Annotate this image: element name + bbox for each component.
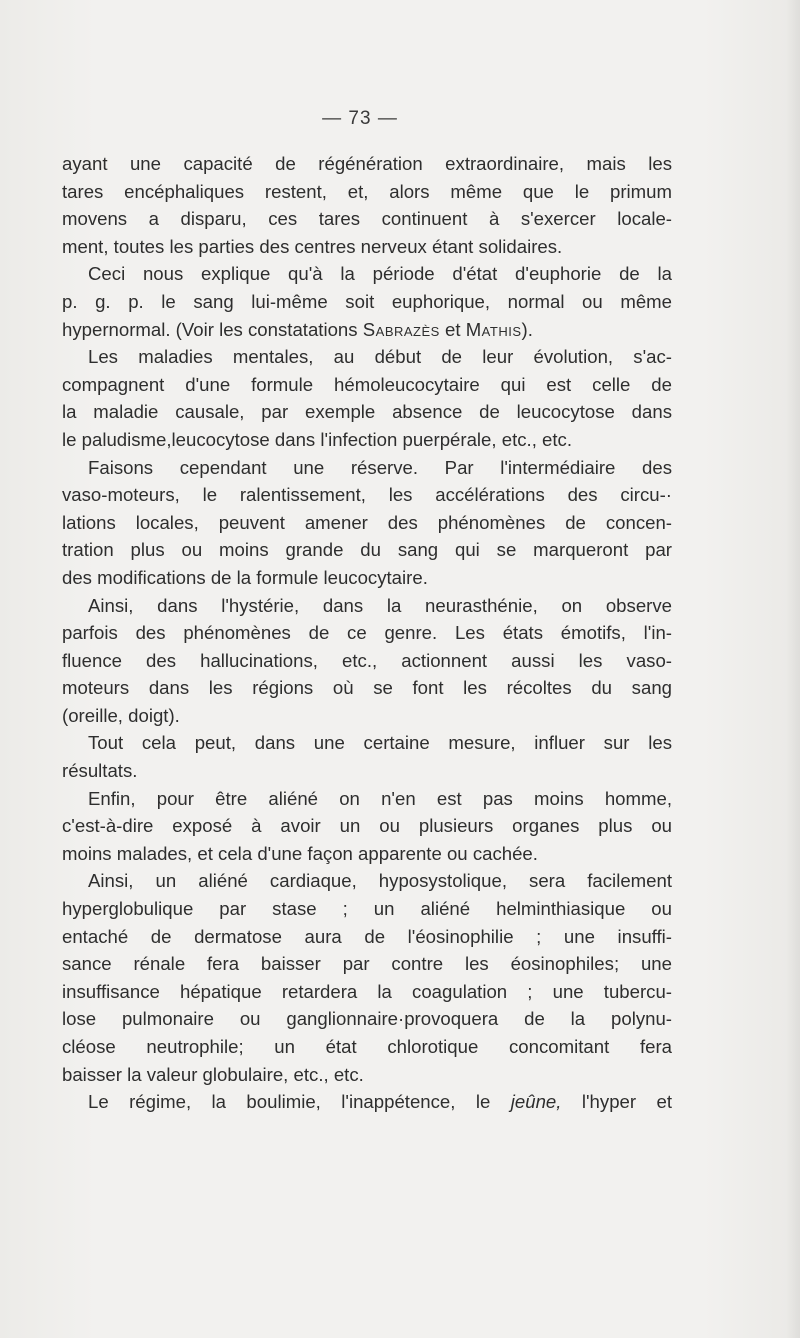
text-line: Ainsi, un aliéné cardiaque, hyposystolique, sera facilement [88, 870, 672, 892]
text-fragment: ). [521, 318, 533, 340]
text-line: ayant une capacité de régénération extraordinaire, mais les [62, 153, 672, 174]
text-line: Ceci nous explique qu'à la période d'état d'euphorie de la [88, 263, 672, 285]
text-fragment: Le régime, la boulimie, l'inappétence, le [88, 1091, 511, 1113]
author-name-mathis: Mathis [465, 318, 522, 340]
text-line [62, 1088, 672, 1116]
text-line: cléose neutrophile; un état chlorotique concomitant fera [62, 1036, 672, 1057]
text-line: Faisons cependant une réserve. Par l'intermédiaire des [88, 456, 672, 478]
text-line: compagnent d'une formule hémoleucocytaire qui est celle de [62, 373, 672, 395]
text-line: vaso-moteurs, le ralentissement, les accélérations des circu-· [62, 484, 672, 506]
page-edge-shadow [786, 0, 800, 1338]
body-text [62, 150, 672, 1116]
text-line: le paludisme,leucocytose dans l'infection puerpérale, etc., etc. [62, 428, 573, 450]
italic-word: jeûne, [510, 1091, 562, 1113]
page-number: — 73 — [322, 108, 398, 129]
text-line: tration plus ou moins grande du sang qui se marqueront par [62, 539, 672, 561]
text-line: entaché de dermatose aura de l'éosinophilie ; une insuffi- [62, 925, 672, 947]
text-line [62, 316, 672, 344]
text-fragment: et [439, 318, 466, 340]
text-line: tares encéphaliques restent, et, alors même que le primum [62, 180, 672, 202]
text-line: Les maladies mentales, au début de leur évolution, s'ac- [88, 346, 672, 368]
text-line: ment, toutes les parties des centres nerveux étant solidaires. [62, 235, 563, 257]
text-line: Tout cela peut, dans une certaine mesure, influer sur les [88, 732, 672, 754]
text-line: c'est-à-dire exposé à avoir un ou plusieurs organes plus ou [62, 815, 672, 837]
text-line: lose pulmonaire ou ganglionnaire·provoquera de la polynu- [62, 1008, 672, 1030]
text-line: parfois des phénomènes de ce genre. Les états émotifs, l'in- [62, 622, 672, 644]
text-line: moins malades, et cela d'une façon apparente ou cachée. [62, 842, 538, 864]
text-line: baisser la valeur globulaire, etc., etc. [62, 1063, 364, 1085]
text-line: la maladie causale, par exemple absence de leucocytose dans [62, 401, 672, 423]
text-line: Ainsi, dans l'hystérie, dans la neurasthénie, on observe [88, 594, 672, 616]
text-fragment: l'hyper et [561, 1091, 673, 1113]
text-line: movens a disparu, ces tares continuent à s'exercer locale- [62, 208, 672, 230]
text-line: insuffisance hépatique retardera la coagulation ; une tubercu- [62, 980, 672, 1002]
text-line: lations locales, peuvent amener des phénomènes de concen- [62, 511, 672, 533]
text-line: (oreille, doigt). [62, 704, 180, 726]
text-line: p. g. p. le sang lui-même soit euphorique, normal ou même [62, 290, 672, 312]
text-line: des modifications de la formule leucocytaire. [62, 566, 428, 588]
author-name-sabrazes: Sabrazès [362, 318, 440, 340]
text-line: fluence des hallucinations, etc., actionnent aussi les vaso- [62, 649, 672, 671]
text-line: hyperglobulique par stase ; un aliéné helminthiasique ou [62, 898, 672, 920]
text-line: Enfin, pour être aliéné on n'en est pas moins homme, [88, 787, 672, 809]
text-fragment: hypernormal. (Voir les constatations [62, 318, 363, 340]
text-line: moteurs dans les régions où se font les récoltes du sang [62, 677, 672, 699]
text-line: résultats. [62, 760, 138, 782]
text-line: sance rénale fera baisser par contre les éosinophiles; une [62, 953, 672, 975]
